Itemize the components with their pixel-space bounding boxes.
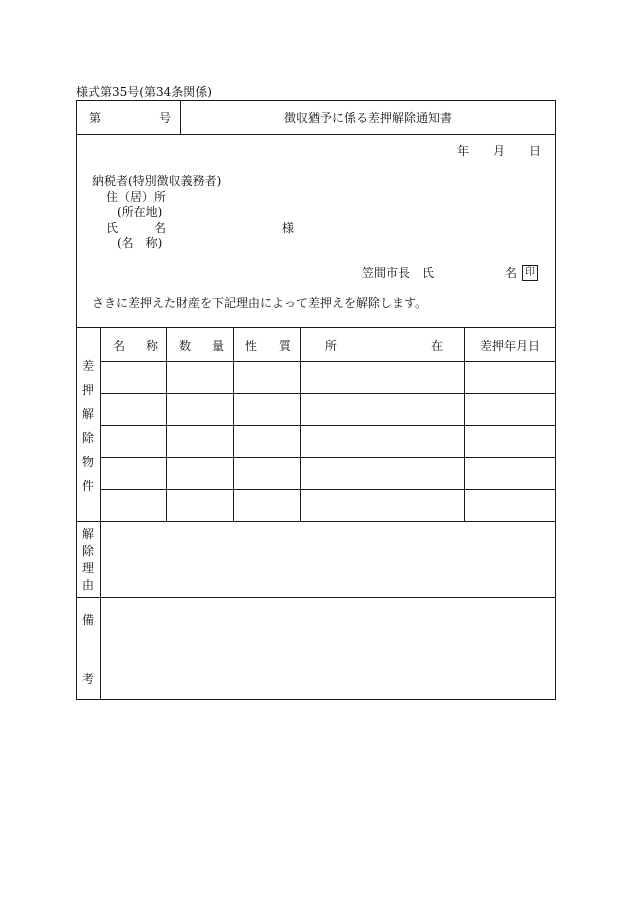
col-header-quantity-1: 数: [179, 339, 192, 353]
reason-divider: [76, 521, 556, 522]
remarks-label-char: 考: [81, 672, 94, 686]
taxpayer-label: 納税者(特別徴収義務者): [92, 174, 222, 188]
property-label-char: 件: [81, 479, 94, 493]
document-title: 徴収猶予に係る差押解除通知書: [284, 111, 453, 125]
col-header-name-1: 名: [113, 339, 126, 353]
issuer-name-char: 名: [505, 266, 518, 280]
header-column-divider: [180, 100, 181, 134]
reason-label-char: 由: [81, 578, 94, 592]
table-row-divider: [100, 425, 556, 426]
name-label-1: 氏: [106, 221, 119, 235]
table-row-divider: [100, 393, 556, 394]
table-column-divider: [300, 327, 301, 521]
remarks-divider: [76, 597, 556, 598]
table-row-divider: [100, 457, 556, 458]
property-label-char: 差: [81, 359, 94, 373]
location-label: (所在地): [117, 205, 163, 219]
col-header-quantity-2: 量: [212, 339, 225, 353]
table-header-divider: [100, 361, 556, 362]
statement-text: さきに差押えた財産を下記理由によって差押えを解除します。: [92, 296, 428, 310]
address-label: 住（居）所: [106, 190, 167, 204]
name-label-2: 名: [154, 221, 167, 235]
honorific: 様: [282, 221, 295, 235]
reason-label-char: 除: [81, 544, 94, 558]
date-day: 日: [529, 144, 542, 158]
property-label-char: 物: [81, 455, 94, 469]
number-label-right: 号: [159, 111, 172, 125]
col-header-seizure-date: 差押年月日: [480, 339, 541, 353]
table-column-divider: [166, 327, 167, 521]
date-year: 年: [457, 144, 470, 158]
header-divider: [76, 134, 556, 135]
col-header-location-1: 所: [325, 339, 338, 353]
col-header-name-2: 称: [146, 339, 159, 353]
table-row-divider: [100, 489, 556, 490]
number-label-left: 第: [89, 111, 102, 125]
table-column-divider: [233, 327, 234, 521]
date-month: 月: [493, 144, 506, 158]
label-column-divider: [100, 327, 101, 700]
remarks-label-char: 備: [81, 613, 94, 627]
property-label-char: 押: [81, 383, 94, 397]
table-column-divider: [464, 327, 465, 521]
form-number: 様式第35号(第34条関係): [76, 85, 212, 99]
body-divider: [76, 327, 556, 328]
seal-mark: 印: [522, 265, 538, 281]
property-label-char: 除: [81, 431, 94, 445]
reason-label-char: 解: [81, 527, 94, 541]
issuer-title: 笠間市長 氏: [362, 266, 435, 280]
property-label-char: 解: [81, 407, 94, 421]
reason-label-char: 理: [81, 561, 94, 575]
col-header-nature-1: 性: [245, 339, 258, 353]
corp-name-label: (名 称): [117, 236, 163, 250]
col-header-location-2: 在: [431, 339, 444, 353]
col-header-nature-2: 質: [279, 339, 292, 353]
